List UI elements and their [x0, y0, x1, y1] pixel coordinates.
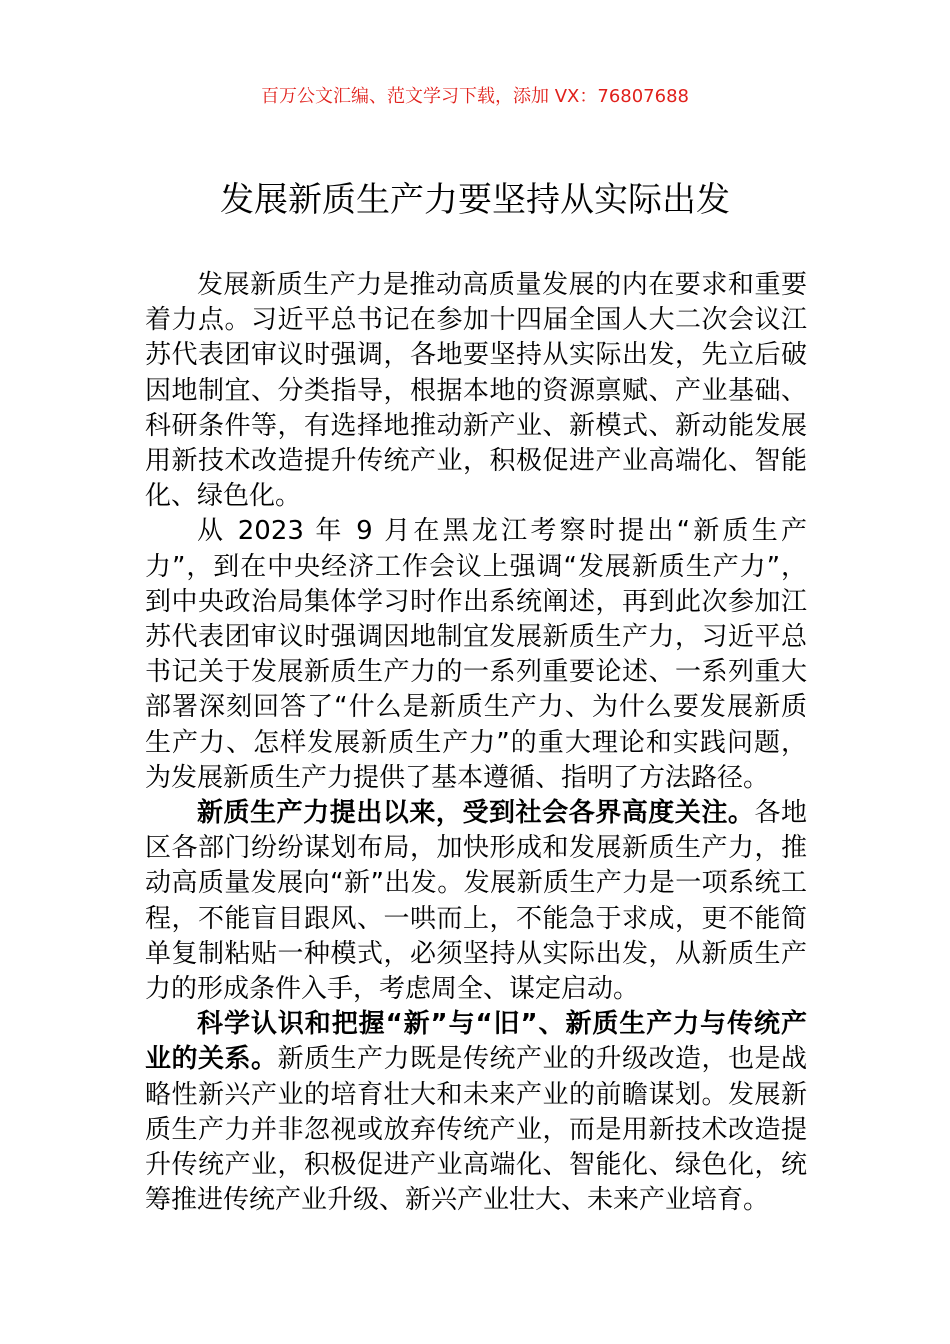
paragraph-3 [145, 796, 807, 1007]
paragraph-lead: 新质生产力提出以来，受到社会各界高度关注。 [197, 798, 755, 829]
paragraph-1 [145, 268, 807, 514]
document-body [145, 268, 807, 1218]
document-title: 发展新质生产力要坚持从实际出发 [220, 180, 730, 220]
paragraph-lead: 科学认识和把握“新”与“旧”、新质生产力与传统产业的关系。 [145, 1009, 807, 1075]
paragraph-text: 发展新质生产力是推动高质量发展的内在要求和重要着力点。习近平总书记在参加十四届全国人大二次会议江苏代表团审议时强调，各地要坚持从实际出发，先立后破因地制宜、分类指导，根据本地的资源禀赋、产业基础、科研条件等，有选择地推动新产业、新模式、新动能发展用新技术改造提升传统产业，积极促进产业高端化、智能化、绿色化。 [145, 270, 807, 512]
promo-banner: 百万公文汇编、范文学习下载，添加 VX：76807688 [261, 86, 689, 107]
paragraph-text: 各地区各部门纷纷谋划布局，加快形成和发展新质生产力，推动高质量发展向“新”出发。发展新质生产力是一项系统工程，不能盲目跟风、一哄而上，不能急于求成，更不能简单复制粘贴一种模式，必须坚持从实际出发，从新质生产力的形成条件入手，考虑周全、谋定启动。 [145, 798, 807, 1005]
paragraph-text: 从 2023 年 9 月在黑龙江考察时提出“新质生产力”，到在中央经济工作会议上强调“发展新质生产力”，到中央政治局集体学习时作出系统阐述，再到此次参加江苏代表团审议时强调因地制宜发展新质生产力，习近平总书记关于发展新质生产力的一系列重要论述、一系列重大部署深刻回答了“什么是新质生产力、为什么要发展新质生产力、怎样发展新质生产力”的重大理论和实践问题，为发展新质生产力提供了基本遵循、指明了方法路径。 [145, 516, 807, 793]
paragraph-4 [145, 1007, 807, 1218]
paragraph-2 [145, 514, 807, 796]
paragraph-text: 新质生产力既是传统产业的升级改造，也是战略性新兴产业的培育壮大和未来产业的前瞻谋划。发展新质生产力并非忽视或放弃传统产业，而是用新技术改造提升传统产业，积极促进产业高端化、智能化、绿色化，统筹推进传统产业升级、新兴产业壮大、未来产业培育。 [145, 1044, 807, 1216]
